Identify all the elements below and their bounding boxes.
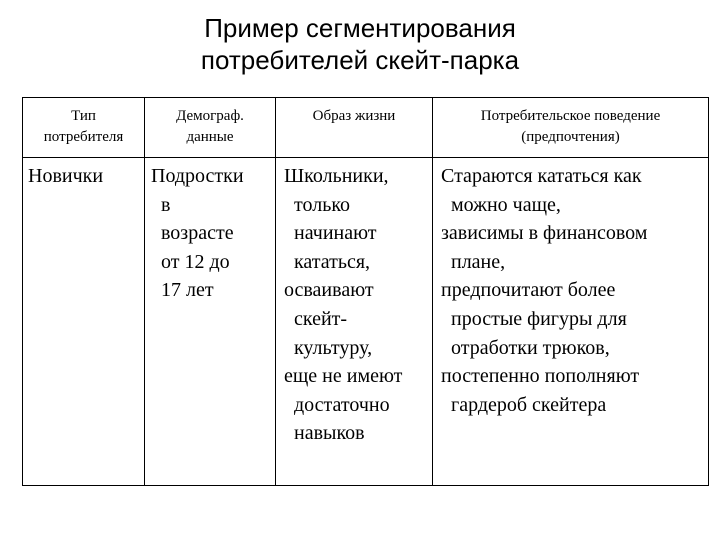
title-line-2: потребителей скейт-парка: [200, 45, 520, 75]
cell-consumer-type: Новички: [23, 158, 145, 486]
header-behavior: Потребительское поведение (предпочтения): [433, 98, 709, 158]
cell-behavior: Стараются кататься как можно чаще, зависимы в финансовом плане, предпочитают более простые фигуры для отработки трюков, постепенно пополняют гардероб скейтера: [433, 158, 709, 486]
page-title: [0, 12, 720, 76]
header-demographics: Демограф. данные: [145, 98, 276, 158]
table-header-row: [23, 98, 709, 158]
cell-demographics: Подростки в возрасте от 12 до 17 лет: [145, 158, 276, 486]
header-consumer-type: Тип потребителя: [23, 98, 145, 158]
header-lifestyle: Образ жизни: [276, 98, 433, 158]
title-line-1: Пример сегментирования: [204, 13, 516, 43]
segmentation-table: [22, 97, 709, 486]
table-row: [23, 158, 709, 486]
cell-lifestyle: Школьники, только начинают кататься, осваивают скейт- культуру, еще не имеют достаточно навыков: [276, 158, 433, 486]
